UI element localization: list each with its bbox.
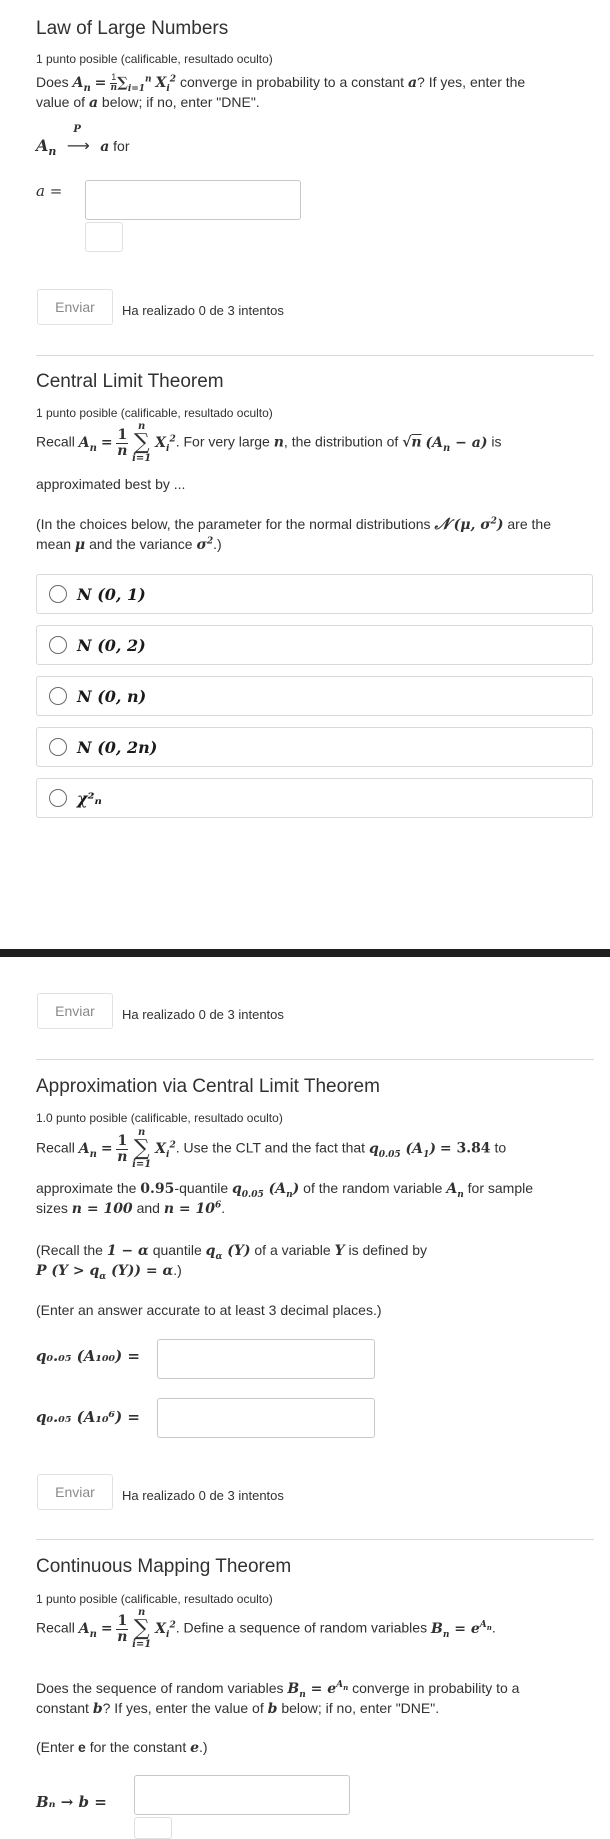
- radio-button[interactable]: [49, 738, 67, 756]
- recall-quantile-formula: P ($Y > q_\alpha$ (Y)) = α.): [36, 1262, 182, 1282]
- divider: [36, 1539, 594, 1540]
- submit-button-lln[interactable]: Enviar: [37, 289, 113, 325]
- problem-title-approx: Approximation via Central Limit Theorem: [36, 1076, 380, 1097]
- problem-meta-lln: 1 punto posible (calificable, resultado oculto): [36, 52, 273, 66]
- radio-button[interactable]: [49, 636, 67, 654]
- radio-button[interactable]: [49, 687, 67, 705]
- math-preview-a: [85, 222, 123, 252]
- choice-label: N (0, n): [77, 687, 147, 706]
- problem-meta-clt: 1 punto posible (calificable, resultado oculto): [36, 406, 273, 420]
- answer-label-q106: q₀.₀₅ (A₁₀⁶) =: [36, 1408, 140, 1426]
- answer-input-b[interactable]: [134, 1775, 350, 1815]
- divider: [36, 1059, 594, 1060]
- choice-label: N (0, 2): [77, 636, 146, 655]
- convergence-expression: $A_n$ P ⟶ a for: [36, 124, 130, 159]
- answer-label-q100: q₀.₀₅ (A₁₀₀) =: [36, 1347, 140, 1365]
- attempts-clt: Ha realizado 0 de 3 intentos: [122, 1007, 284, 1022]
- submit-button-clt[interactable]: Enviar: [37, 993, 113, 1029]
- answer-input-q100[interactable]: [157, 1339, 375, 1379]
- accuracy-note: (Enter an answer accurate to at least 3 decimal places.): [36, 1302, 382, 1318]
- choice-n02n[interactable]: [36, 727, 593, 767]
- choice-n0n[interactable]: [36, 676, 593, 716]
- problem-statement-clt-line2: approximated best by ...: [36, 476, 186, 492]
- choice-n01[interactable]: [36, 574, 593, 614]
- submit-button-approx[interactable]: Enviar: [37, 1474, 113, 1510]
- problem-title-clt: Central Limit Theorem: [36, 371, 224, 392]
- section-separator-bar: [0, 949, 610, 957]
- recall-quantile-note: (Recall the 1 − α quantile $q_\alpha$ (Y) of a variable Y is defined by: [36, 1242, 428, 1262]
- answer-input-q106[interactable]: [157, 1398, 375, 1438]
- answer-label-a: a =: [36, 182, 63, 200]
- choice-label: N (0, 1): [77, 585, 146, 604]
- problem-statement-clt: Recall $A_n$ = $\frac{1}{n}$ n ∑ i=1 $X_i^2$. For very large n, the distribution of √n $(A_n - a)$ is: [36, 421, 502, 464]
- problem-statement-cmt: Recall $A_n$ = $\frac{1}{n}$ n ∑ i=1 $X_i^2$. Define a sequence of random variables $B_n = e^{A_n}$.: [36, 1607, 496, 1650]
- choice-chi-squared[interactable]: [36, 778, 593, 818]
- problem-meta-cmt: 1 punto posible (calificable, resultado oculto): [36, 1592, 273, 1606]
- problem-statement-lln: Does $A_n$ = $\frac{1}{n}$ $\sum_{i=1}^n$ $X_i^2$ converge in probability to a constant a? If yes, enter the: [36, 72, 526, 94]
- radio-button[interactable]: [49, 585, 67, 603]
- problem-title-cmt: Continuous Mapping Theorem: [36, 1556, 292, 1577]
- math-preview-b: [134, 1817, 172, 1839]
- enter-e-note: (Enter e for the constant e.): [36, 1739, 208, 1756]
- cmt-question-line2: constant b? If yes, enter the value of b below; if no, enter "DNE".: [36, 1700, 440, 1717]
- problem-statement-approx-line2: approximate the 0.95-quantile $q_{0.05}$ $(A_n)$ of the random variable $A_n$ for sample: [36, 1180, 534, 1200]
- choice-label: N (0, 2n): [77, 738, 158, 757]
- attempts-approx: Ha realizado 0 de 3 intentos: [122, 1488, 284, 1503]
- attempts-lln: Ha realizado 0 de 3 intentos: [122, 303, 284, 318]
- answer-input-a[interactable]: [85, 180, 301, 220]
- problem-statement-approx-line3: sizes n = 100 and $n = 10^6$.: [36, 1200, 226, 1217]
- cmt-question: Does the sequence of random variables $B_n = e^{A_n}$ converge in probability to a: [36, 1680, 520, 1700]
- clt-note-line2: mean μ and the variance $\sigma^2$.): [36, 536, 222, 553]
- answer-label-b: Bₙ → b =: [36, 1793, 107, 1811]
- radio-button[interactable]: [49, 789, 67, 807]
- choice-n02[interactable]: [36, 625, 593, 665]
- problem-statement-lln-line2: value of a below; if no, enter "DNE".: [36, 94, 260, 111]
- problem-title-lln: Law of Large Numbers: [36, 18, 229, 39]
- problem-meta-approx: 1.0 punto posible (calificable, resultado oculto): [36, 1111, 283, 1125]
- problem-statement-approx: Recall $A_n$ = $\frac{1}{n}$ n ∑ i=1 $X_i^2$. Use the CLT and the fact that $q_{0.05}$ $(A_1) = 3.84$ to: [36, 1127, 507, 1170]
- choice-label: χ²ₙ: [77, 789, 102, 808]
- clt-note: (In the choices below, the parameter for the normal distributions 𝒩 (μ, $\sigma^2$) are the: [36, 514, 551, 533]
- divider: [36, 355, 594, 356]
